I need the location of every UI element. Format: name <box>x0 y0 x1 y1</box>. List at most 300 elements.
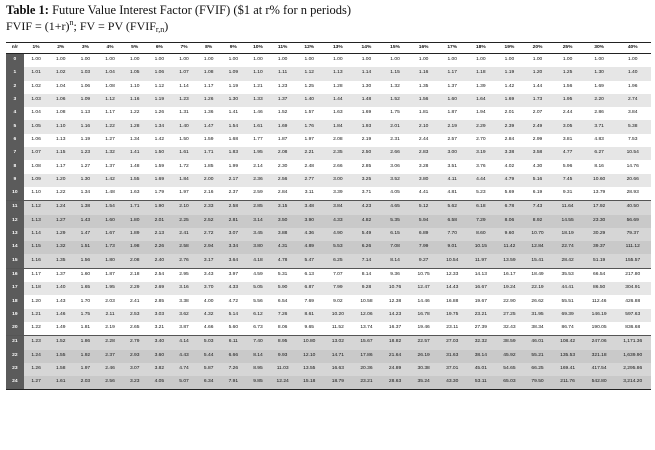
factor-cell: 1.03 <box>73 67 98 80</box>
factor-cell: 3.40 <box>147 336 172 350</box>
factor-cell: 3.70 <box>196 282 221 295</box>
factor-cell: 3.00 <box>324 174 353 187</box>
header-rate: 20% <box>524 43 552 54</box>
factor-cell: 1.42 <box>98 174 123 187</box>
factor-cell: 3.90 <box>295 215 324 228</box>
factor-cell: 1.36 <box>196 107 221 120</box>
factor-cell: 3.58 <box>524 147 552 160</box>
factor-cell: 18.19 <box>551 228 584 241</box>
header-rate: 15% <box>381 43 410 54</box>
table-row <box>6 282 651 295</box>
factor-cell: 45.01 <box>467 363 496 376</box>
factor-cell: 1.19 <box>495 67 524 80</box>
factor-cell: 1.09 <box>73 94 98 107</box>
factor-cell: 3.07 <box>122 363 147 376</box>
factor-cell: 3.71 <box>584 120 615 133</box>
factor-cell: 2.20 <box>584 94 615 107</box>
factor-cell: 1.00 <box>196 54 221 68</box>
factor-cell: 53.11 <box>467 376 496 390</box>
factor-cell: 1.81 <box>409 107 438 120</box>
factor-cell: 2,295.86 <box>614 363 651 376</box>
factor-cell: 3.52 <box>381 174 410 187</box>
factor-cell: 4.77 <box>551 147 584 160</box>
factor-cell: 14.43 <box>438 282 467 295</box>
factor-cell: 3.81 <box>551 134 584 147</box>
factor-cell: 2.70 <box>467 134 496 147</box>
table-row <box>6 228 651 241</box>
table-row <box>6 295 651 308</box>
factor-cell: 211.76 <box>551 376 584 390</box>
factor-cell: 1.37 <box>98 160 123 173</box>
factor-cell: 3.97 <box>221 268 246 282</box>
factor-cell: 3.51 <box>438 160 467 173</box>
factor-cell: 1.87 <box>98 268 123 282</box>
factor-cell: 35.53 <box>551 268 584 282</box>
factor-cell: 1.50 <box>172 134 197 147</box>
factor-cell: 836.68 <box>614 322 651 336</box>
factor-cell: 3.39 <box>324 187 353 201</box>
factor-cell: 21.64 <box>381 350 410 363</box>
factor-cell: 2.85 <box>147 295 172 308</box>
factor-cell: 11.42 <box>495 241 524 254</box>
factor-cell: 27.03 <box>438 336 467 350</box>
factor-cell: 22.19 <box>524 282 552 295</box>
factor-cell: 55.51 <box>551 295 584 308</box>
period-cell: 0 <box>6 54 24 68</box>
factor-cell: 46.01 <box>524 336 552 350</box>
factor-cell: 2.46 <box>98 363 123 376</box>
factor-cell: 20.36 <box>352 363 381 376</box>
factor-cell: 1.52 <box>270 107 295 120</box>
factor-cell: 1.65 <box>73 282 98 295</box>
factor-cell: 3.76 <box>467 160 496 173</box>
factor-cell: 2.00 <box>196 174 221 187</box>
factor-cell: 8.60 <box>467 228 496 241</box>
factor-cell: 1.22 <box>122 107 147 120</box>
factor-cell: 8.92 <box>524 215 552 228</box>
factor-cell: 7.43 <box>524 201 552 215</box>
factor-cell: 8.61 <box>295 309 324 322</box>
factor-cell: 2.08 <box>122 254 147 268</box>
factor-cell: 1.73 <box>524 94 552 107</box>
factor-cell: 4.33 <box>221 282 246 295</box>
factor-cell: 1.84 <box>324 120 353 133</box>
factor-cell: 14.23 <box>381 309 410 322</box>
factor-cell: 5.87 <box>196 363 221 376</box>
factor-cell: 1.52 <box>381 94 410 107</box>
factor-cell: 1.23 <box>270 81 295 94</box>
factor-cell: 8.16 <box>584 160 615 173</box>
factor-cell: 1.27 <box>48 215 73 228</box>
factor-cell: 1.35 <box>48 254 73 268</box>
header-rate: 16% <box>409 43 438 54</box>
factor-cell: 30.29 <box>584 228 615 241</box>
factor-cell: 12.84 <box>524 241 552 254</box>
period-cell: 1 <box>6 67 24 80</box>
factor-cell: 9.28 <box>352 282 381 295</box>
factor-cell: 15.41 <box>524 254 552 268</box>
factor-cell: 1.02 <box>24 81 49 94</box>
formula-line <box>6 19 168 33</box>
factor-cell: 3.28 <box>409 160 438 173</box>
factor-cell: 1.60 <box>98 215 123 228</box>
factor-cell: 7.99 <box>409 241 438 254</box>
factor-cell: 1.04 <box>98 67 123 80</box>
factor-cell: 1.34 <box>122 134 147 147</box>
factor-cell: 2.08 <box>270 147 295 160</box>
factor-cell: 6.54 <box>270 295 295 308</box>
factor-cell: 2.29 <box>122 282 147 295</box>
factor-cell: 1.48 <box>98 187 123 201</box>
factor-cell: 1.32 <box>381 81 410 94</box>
factor-cell: 1.69 <box>147 174 172 187</box>
table-row <box>6 309 651 322</box>
factor-cell: 11.97 <box>467 254 496 268</box>
factor-cell: 4.66 <box>196 322 221 336</box>
factor-cell: 1.61 <box>246 120 271 133</box>
factor-cell: 1.80 <box>122 215 147 228</box>
factor-cell: 2.03 <box>98 295 123 308</box>
factor-cell: 3.71 <box>352 187 381 201</box>
factor-cell: 1.00 <box>246 54 271 68</box>
factor-cell: 1.41 <box>122 147 147 160</box>
factor-cell: 1.40 <box>172 120 197 133</box>
factor-cell: 2.85 <box>246 201 271 215</box>
factor-cell: 1.01 <box>24 67 49 80</box>
factor-cell: 1.83 <box>221 147 246 160</box>
factor-cell: 1.00 <box>438 54 467 68</box>
period-cell: 4 <box>6 107 24 120</box>
factor-cell: 111.12 <box>614 241 651 254</box>
factor-cell: 2.50 <box>352 147 381 160</box>
factor-cell: 2.08 <box>324 134 353 147</box>
factor-cell: 10.20 <box>324 309 353 322</box>
factor-cell: 1.05 <box>24 120 49 133</box>
factor-cell: 4.33 <box>324 215 353 228</box>
factor-cell: 51.19 <box>584 254 615 268</box>
factor-cell: 5.90 <box>270 282 295 295</box>
factor-cell: 1.17 <box>438 67 467 80</box>
factor-cell: 1.40 <box>48 282 73 295</box>
header-rate: 7% <box>172 43 197 54</box>
factor-cell: 4.43 <box>172 350 197 363</box>
factor-cell: 1.12 <box>98 94 123 107</box>
factor-cell: 4.79 <box>495 174 524 187</box>
factor-cell: 1.08 <box>98 81 123 94</box>
factor-cell: 1.32 <box>48 241 73 254</box>
factor-cell: 1.44 <box>524 81 552 94</box>
header-rate: 13% <box>324 43 353 54</box>
factor-cell: 12.24 <box>270 376 295 390</box>
factor-cell: 40.50 <box>614 201 651 215</box>
factor-cell: 27.25 <box>495 309 524 322</box>
factor-cell: 1.10 <box>246 67 271 80</box>
factor-cell: 19.46 <box>409 322 438 336</box>
factor-cell: 1.37 <box>270 94 295 107</box>
period-cell: 24 <box>6 376 24 390</box>
factor-cell: 1.56 <box>409 94 438 107</box>
period-cell: 11 <box>6 201 24 215</box>
factor-cell: 2.69 <box>147 282 172 295</box>
factor-cell: 1.46 <box>246 107 271 120</box>
factor-cell: 1.40 <box>295 94 324 107</box>
factor-cell: 1.27 <box>98 134 123 147</box>
factor-cell: 1.15 <box>48 147 73 160</box>
factor-cell: 1.12 <box>295 67 324 80</box>
factor-cell: 9.02 <box>324 295 353 308</box>
factor-cell: 13.55 <box>295 363 324 376</box>
factor-cell: 2.79 <box>122 336 147 350</box>
factor-cell: 2.53 <box>122 309 147 322</box>
table-row <box>6 107 651 120</box>
factor-cell: 1.33 <box>246 94 271 107</box>
factor-cell: 1.57 <box>295 107 324 120</box>
factor-cell: 1.08 <box>48 107 73 120</box>
factor-cell: 2.11 <box>98 309 123 322</box>
factor-cell: 3.60 <box>147 350 172 363</box>
header-row <box>6 43 651 54</box>
factor-cell: 1.69 <box>495 94 524 107</box>
factor-cell: 4.31 <box>270 241 295 254</box>
period-cell: 18 <box>6 295 24 308</box>
factor-cell: 5.05 <box>246 282 271 295</box>
factor-cell: 15.18 <box>295 376 324 390</box>
table-title <box>6 3 351 18</box>
factor-cell: 12.06 <box>352 309 381 322</box>
factor-cell: 169.41 <box>551 363 584 376</box>
factor-cell: 1.21 <box>246 81 271 94</box>
factor-cell: 3.19 <box>467 147 496 160</box>
factor-cell: 2.94 <box>196 241 221 254</box>
factor-cell: 1,171.36 <box>614 336 651 350</box>
factor-cell: 5.16 <box>524 174 552 187</box>
factor-cell: 1.61 <box>172 147 197 160</box>
factor-cell: 5.53 <box>324 241 353 254</box>
factor-cell: 79.50 <box>524 376 552 390</box>
factor-cell: 2.58 <box>221 201 246 215</box>
factor-cell: 7.70 <box>438 228 467 241</box>
factor-cell: 6.19 <box>524 187 552 201</box>
factor-cell: 1.00 <box>467 54 496 68</box>
factor-cell: 38.14 <box>467 350 496 363</box>
factor-cell: 1.42 <box>147 134 172 147</box>
factor-cell: 1.64 <box>467 94 496 107</box>
factor-cell: 1.00 <box>551 54 584 68</box>
factor-cell: 39.37 <box>584 241 615 254</box>
factor-cell: 7.69 <box>295 295 324 308</box>
table-row <box>6 94 651 107</box>
factor-cell: 2.95 <box>172 268 197 282</box>
factor-cell: 7.29 <box>467 215 496 228</box>
factor-cell: 13.74 <box>352 322 381 336</box>
header-rate: 30% <box>584 43 615 54</box>
factor-cell: 1.11 <box>270 67 295 80</box>
factor-cell: 1.54 <box>98 201 123 215</box>
factor-cell: 4.30 <box>524 160 552 173</box>
factor-cell: 2.49 <box>524 120 552 133</box>
factor-cell: 6.58 <box>438 215 467 228</box>
factor-cell: 14.76 <box>614 160 651 173</box>
factor-cell: 18.49 <box>524 268 552 282</box>
factor-cell: 2.52 <box>196 215 221 228</box>
factor-cell: 2.99 <box>524 134 552 147</box>
factor-cell: 14.46 <box>409 295 438 308</box>
factor-cell: 2.19 <box>438 120 467 133</box>
factor-cell: 9.60 <box>495 228 524 241</box>
factor-cell: 1.58 <box>48 363 73 376</box>
factor-cell: 2.41 <box>172 228 197 241</box>
factor-cell: 1.22 <box>48 187 73 201</box>
factor-cell: 2.10 <box>409 120 438 133</box>
factor-cell: 12.10 <box>295 350 324 363</box>
factor-cell: 2.44 <box>409 134 438 147</box>
factor-cell: 2.41 <box>122 295 147 308</box>
factor-cell: 1.00 <box>270 54 295 68</box>
factor-cell: 1.44 <box>324 94 353 107</box>
factor-cell: 4.59 <box>246 268 271 282</box>
factor-cell: 190.05 <box>584 322 615 336</box>
factor-cell: 5.94 <box>409 215 438 228</box>
factor-cell: 146.19 <box>584 309 615 322</box>
factor-cell: 22.74 <box>551 241 584 254</box>
factor-cell: 1.34 <box>73 187 98 201</box>
factor-cell: 8.95 <box>270 336 295 350</box>
table-row <box>6 201 651 215</box>
factor-cell: 3.38 <box>495 147 524 160</box>
factor-cell: 2.85 <box>352 160 381 173</box>
header-rate: 9% <box>221 43 246 54</box>
factor-cell: 3.84 <box>614 107 651 120</box>
factor-cell: 19.67 <box>467 295 496 308</box>
factor-cell: 28.93 <box>614 187 651 201</box>
factor-cell: 1.23 <box>172 94 197 107</box>
period-cell: 19 <box>6 309 24 322</box>
header-rate: 5% <box>122 43 147 54</box>
header-rate: 2% <box>48 43 73 54</box>
factor-cell: 10.54 <box>614 147 651 160</box>
factor-cell: 11.52 <box>324 322 353 336</box>
factor-cell: 1.49 <box>48 322 73 336</box>
factor-cell: 2.33 <box>196 201 221 215</box>
factor-cell: 66.54 <box>584 268 615 282</box>
factor-cell: 1.48 <box>352 94 381 107</box>
factor-cell: 1.87 <box>270 134 295 147</box>
factor-cell: 9.85 <box>246 376 271 390</box>
factor-cell: 3.88 <box>270 228 295 241</box>
factor-cell: 18.79 <box>324 376 353 390</box>
factor-cell: 13.59 <box>495 254 524 268</box>
header-rate: 40% <box>614 43 651 54</box>
header-rate: 3% <box>73 43 98 54</box>
factor-cell: 2.16 <box>196 187 221 201</box>
header-rate: 10% <box>246 43 271 54</box>
factor-cell: 5.47 <box>295 254 324 268</box>
factor-cell: 1.18 <box>467 67 496 80</box>
factor-cell: 1.52 <box>48 336 73 350</box>
table-row <box>6 147 651 160</box>
header-rate: 18% <box>467 43 496 54</box>
header-rate: 19% <box>495 43 524 54</box>
factor-cell: 9.01 <box>438 241 467 254</box>
factor-cell: 10.75 <box>409 268 438 282</box>
factor-cell: 26.62 <box>524 295 552 308</box>
factor-cell: 23.11 <box>438 322 467 336</box>
factor-cell: 28.63 <box>381 376 410 390</box>
table-row <box>6 268 651 282</box>
factor-cell: 8.14 <box>246 350 271 363</box>
factor-cell: 5.35 <box>381 215 410 228</box>
factor-cell: 3.38 <box>172 295 197 308</box>
factor-cell: 1.86 <box>73 336 98 350</box>
factor-cell: 1.14 <box>172 81 197 94</box>
factor-cell: 1.08 <box>196 67 221 80</box>
factor-cell: 7.40 <box>246 336 271 350</box>
table-header <box>6 43 651 54</box>
factor-cell: 2.10 <box>172 201 197 215</box>
factor-cell: 5.56 <box>246 295 271 308</box>
period-cell: 3 <box>6 94 24 107</box>
factor-cell: 2.59 <box>246 187 271 201</box>
factor-cell: 1.96 <box>614 81 651 94</box>
factor-cell: 7.91 <box>221 376 246 390</box>
factor-cell: 6.11 <box>221 336 246 350</box>
factor-cell: 1.61 <box>48 376 73 390</box>
factor-cell: 1.97 <box>172 187 197 201</box>
factor-cell: 1.72 <box>172 160 197 173</box>
factor-cell: 6.34 <box>196 376 221 390</box>
factor-cell: 66.25 <box>524 363 552 376</box>
factor-cell: 1.55 <box>48 350 73 363</box>
factor-cell: 38.59 <box>495 336 524 350</box>
factor-cell: 11.03 <box>270 363 295 376</box>
factor-cell: 304.91 <box>614 282 651 295</box>
factor-cell: 4.82 <box>352 215 381 228</box>
factor-cell: 13.79 <box>584 187 615 201</box>
period-cell: 22 <box>6 350 24 363</box>
factor-cell: 6.87 <box>295 282 324 295</box>
factor-cell: 2.66 <box>381 147 410 160</box>
factor-cell: 1.07 <box>172 67 197 80</box>
factor-cell: 1.68 <box>221 134 246 147</box>
factor-cell: 1.41 <box>221 107 246 120</box>
factor-cell: 7.07 <box>324 268 353 282</box>
factor-cell: 4.05 <box>381 187 410 201</box>
factor-cell: 6.12 <box>246 309 271 322</box>
header-n-r: n/r <box>6 43 24 54</box>
factor-cell: 32.43 <box>495 322 524 336</box>
factor-cell: 1.30 <box>221 94 246 107</box>
factor-cell: 1.12 <box>147 81 172 94</box>
table-row <box>6 322 651 336</box>
factor-cell: 2.84 <box>270 187 295 201</box>
factor-cell: 16.37 <box>381 322 410 336</box>
factor-cell: 3.21 <box>147 322 172 336</box>
period-cell: 14 <box>6 241 24 254</box>
factor-cell: 2.14 <box>246 160 271 173</box>
factor-cell: 37.01 <box>438 363 467 376</box>
factor-cell: 10.54 <box>438 254 467 268</box>
factor-cell: 14.55 <box>551 215 584 228</box>
factor-cell: 4.18 <box>246 254 271 268</box>
factor-cell: 2.84 <box>495 134 524 147</box>
factor-cell: 9.27 <box>409 254 438 268</box>
factor-cell: 17.86 <box>352 350 381 363</box>
factor-cell: 8.06 <box>495 215 524 228</box>
factor-cell: 2.65 <box>122 322 147 336</box>
factor-cell: 1.06 <box>147 67 172 80</box>
factor-cell: 2.36 <box>246 174 271 187</box>
factor-cell: 2.25 <box>172 215 197 228</box>
